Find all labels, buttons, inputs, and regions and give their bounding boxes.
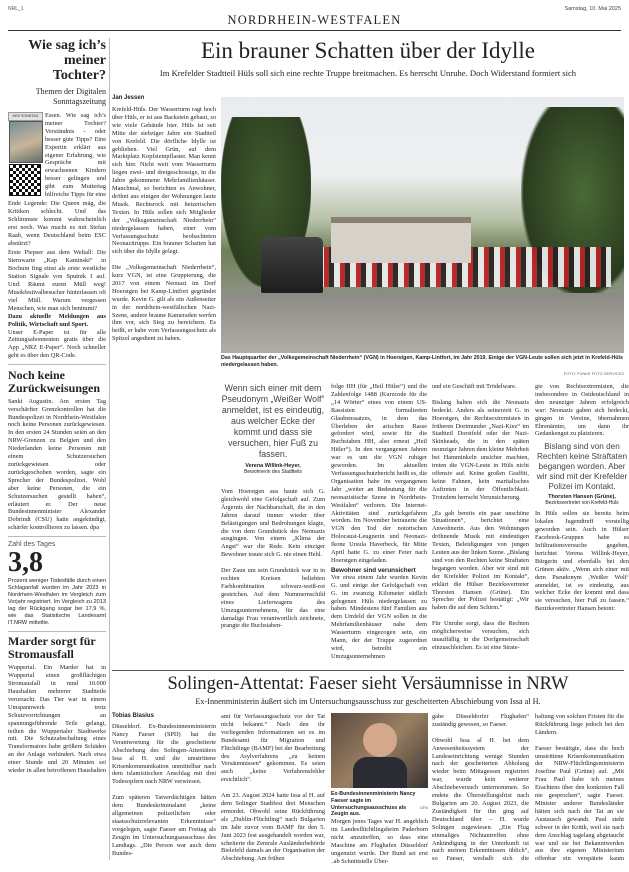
col5-text: gie von Rechtsextremisten, die insbesondere in Ostdeutschland in den neunziger Jahren erfolgreich war: Neonazis gaben sich bedeckt, gingen in Vereine, übernahmen Ehrenämter, um dann ihr Gedankengut zu platzieren. [535,383,629,438]
person-shape [353,757,407,788]
quote-box-1 [221,383,325,483]
promo-logo: NRZ SONNTAG [8,112,43,121]
promo-p3: Erste Piepser aus dem Weltall: Die Sternwarte „Kap Kaminski“ in Bochum fing einst als erste westliche Station Signale von Sputnik I auf. Und: Räumt euren Müll weg! Musikfestivalbesucher hinterlassen oft viel Müll. Warum vergessen Menschen, wie man sich benimmt? [8,249,106,312]
left-column [8,38,106,860]
story-divider [112,670,624,671]
second-col6: haltung von solchen Fristen für die Rückführung liege jedoch bei den Ländern. Faeser bestätigte, dass die hoch umstrittene Krisenkommunikation der NRW-Flüchtlingsministerin Josefine Paul (Grüne) auf. „Mit Frau Paul habe ich meines Erachtens über den konkreten Fall nie gesprochen“, sagte Faeser. Minister anderer Bundesländer hätten sich nach der Tat an sie Austausch gewandt. Paul steht schwer in der Kritik, weil sie nach dem Anschlag tagelang abgetaucht war und sie bei Bekanntwerden aus ihre eigenen Ministerium offenbar ein verspätete kaum [535,713,624,863]
divider [8,631,106,632]
divider [8,536,106,537]
faeser-photo-credit: DPA [420,805,428,810]
column-rule [109,38,110,860]
bottom-side-body: Wuppertal. Ein Marder hat in Wuppertal einen großflächigen Stromausfall in rund 10.000 Haushalten mehrerer Stadtteile verursacht. Das Tier war in einem Umspannwerk trotz Schutzvorrichtungen an spannungsführende Teile gelangt, teilten die Wuppertaler Stadtwerke mit. Die Schutzabschaltung eines Transformators habe größere Schäden an der Anlage verhindert. Nach etwa einer Stunde und 20 Minuten sei wieder in allen betroffenen Haushalten [8,664,106,775]
promo-tablet-image [9,121,43,163]
header-rule [8,30,621,31]
side-story-title: Noch keine Zurückweisungen [8,367,101,395]
main-photo-credit: FOTO: FUNKE FOTO SERVICES [563,371,624,376]
promo-title: Wie sag ich’s meiner Tochter? [28,38,106,83]
second-col1: Düsseldorf. Ex-Bundesinnenministerin Nancy Faeser (SPD) hat die Verantwortung für die gescheiterte Abschiebung des Solingen-Attentäters Issa al H. und die umstrittene Krisenkommunikation unmittelbar nach dem islamistischen Anschlag mit drei Todesopfern nach NRW verwiesen. Zum späteren Tatverdächtigen hätten dem Bundeskriminalamt „keine allgemeinen polizeilichen oder staatsschutzrelevanten Erkenntnisse“ vorgelegen, sagte Faeser am Freitag als Zeugin im Untersuchungsausschuss des Landtags. „Die Person war auch dem Bundes- [112,723,216,857]
qr-code[interactable] [9,164,41,196]
second-subheadline: Ex-Innenministerin äußert sich im Untersuchungsausschuss zur gescheiterten Abschiebung von Issa al H. [195,697,541,706]
main-col3 [331,383,427,666]
promo-body: Essen. Wie sag ich’s meiner Tochter? Verständnis - oder besser gute Tipps? Eine Expertin erklärt aus eigener Erfahrung, wie Gespräche mit erwachsenen Kindern besser gelingen und gibt zum Muttertag hilfreiche Tipps für eine [45,112,106,198]
faeser-photo [331,713,428,788]
main-col1: Krefeld-Hüls. Der Wasserturm ragt hoch über Hüls, er ist aus Backstein gebaut, so wie viele Gebäude hier. Hüls ist seit Mitte der siebziger Jahre ein Stadtteil von Krefeld. Die dörfliche Idylle ist geblieben. Viel Grün, auf dem Marktplatz Kopfsteinpflaster. Man kennt sich hier. Nicht weit vom Wasserturm liegen zwei- und dreigeschossige, in die Jahre gekommene Mehrfamilienhäuser. Manchmal, so berichten es Anwohner, dröhnt aus einigen der Wohnungen laute Musik. Rechtsrock mit hetzerischen Texten. In Hüls sollen sich Mitglieder der „Volksgemeinschaft Niederrhein“ niedergelassen haben, einer vom Verfassungsschutz beobachteten Neonazitruppe. Ein brauner Schatten hat sich über die Idylle gelegt. Die „Volksgemeinschaft Niederrhein“, kurz VGN, ist eine Gruppierung, die 2017 von einem Neonazi im Dorf Hoerstgen bei Kamp-Lintfort gegründet wurde. Kevin G. gilt als ein Außenseiter in der nordrhein-westfälischen Nazi-Szene, andere braune Kameraden werfen ihm vor, sich Sieg zu bereichern. Es heißt, er habe vom Verfassungsschutz als Spitzel angedient zu haben. [112,106,216,343]
van [261,237,323,293]
main-photo-caption: Das Hauptquartier der „Volksgemeinschaft Niederrhein“ (VGN) in Hoerstgen, Kamp-Lintfort, im Jahr 2019. Einige der VGN-Leute sollen sich jetzt in Krefeld-Hüls niedergelassen haben. [221,355,623,368]
col3-subhead: Bewohner sind verunsichert [331,566,416,574]
quote-1-text: Wenn sich einer mit dem Pseudonym „Weißer Wolf“ anmeldet, ist es eindeutig, aus welcher Ecke der kommt und dass sie versuchen, hier Fuß zu fassen. [221,383,325,459]
main-photo [221,97,624,353]
page-date: Samstag, 10. Mai 2025 [564,6,621,12]
promo-p2: Ende Legende: Die Queen mäg, die Kritiken schlecht. Und das Schlimmste kommt wahrscheinlich erst noch. Was macht es mit Stefan Raab, wenn Deutschland beim ESC abstürzt? [8,200,106,247]
page-number: NRL_1 [8,6,24,12]
second-author: Tobias Blasius [112,713,154,719]
second-col5: gabe Düsseldorfer Flughafen“ zuständig gewesen, so Faeser. Obwohl Issa al H. bei dem Anwesenheitssystem der Landeseinrichtung wenige Stunden nach der gescheiterten Abholung wieder beim Mittagessen registriert war, wurde kein weiterer Abschiebeversuch unternommen. So endete die Überstellungsfrist nach Bulgarien am 20. August 2023, die Zuständigkeit für ihn ging auf Deutschland über – H. wurde Solingen zugewiesen. „Ein Flug einmaliges Nichtantreffen ohne Ankündigung in der Unterkunft ist nach meinen Erkenntnissen üblich“, so Faeser, weshalb sich die [432,713,529,863]
promo-p5: Unser E-Paper ist für alle Zeitungsabonnenten gratis über die App „NRZ E-Paper“. Noch schneller geht es über den QR-Code. [8,328,106,360]
divider [8,364,106,365]
main-col4: und ein Geschäft mit Trödelware. Bislang halten sich die Neonazis bedeckt. Anders als seinerzeit G. in Hoerstgen, die Rechtsextremisten in früheren Dortmunder „Nazi-Kiez“ im Stadtteil Dorstfeld oder der Nazi-Skinheads, die in den späten neunziger Jahren dem kleine Mehrheit bei Hamminkeln unsicher machten, treten die VGN-Leute in Hüls nicht offensiv auf. Keine großen Graffiti, keine Fahnen, kein martialisches Auftreten in der Öffentlichkeit. Trotzdem herrscht Verunsicherung. „Es gab bereits ein paar unschöne Situationen“, berichtet eine Anwohnerin. Aus den Wohnungen dröhnende Musik mit eindeutigen Texten, Beleidigungen von jungen Leuten aus der linken Szene. „Bislang sind von den Rechten keine Straftaten begangen worden. Aber wir sind mit der Krefelder Polizei im Kontakt“, erklärt die Hülser Bezirksvertreter Thorsten Hansen (Grüne). Ein Sprecher der Polizei bestätigt: „Wir haben die auf dem Schirm.“ Für Unruhe sorgt, dass die Rechten möglicherweise versuchen, sich unauffällig in die Dorfgemeinschaft einzuschleichen. Es ist eine Strate- [432,383,529,651]
bottom-side-title: Marder sorgt für Stromausfall [8,634,96,662]
second-col2: amt für Verfassungsschutz vor der Tat nicht bekannt.“ Nach den ihr vorliegenden Informationen sei es im Bundesamt für Migration und Flüchtlinge (BAMF) bei der Bearbeitung des Asylverfahrens „zu keinen Versäumnissen“ gekommen. Es seien auch „keine Verfahrensfehler ersichtlich“. Am 23. August 2024 hatte Issa al H. auf dem Solinger Stadtfest drei Menschen ermordet. Obwohl seine Rückführung als „Dublin-Flüchtling“ nach Bulgarien im Jahr zuvor vom BAMF für den 5. Juni 2023 fest ausgehandelt worden war, scheiterte die Zentrale Ausländerbehörde Bielefeld damals an der Organisation der Abschiebung. Am frühen [221,713,325,863]
zahl-value: 3,8 [8,546,43,578]
promo-subtitle: Themen der Digitalen Sonntagszeitung [35,87,106,106]
side-story-body: Sankt Augustin. Am ersten Tag verschärfter Grenzkontrollen hat die Bundespolizei in Nordrhein-Westfalen noch keine Personen zurückgewiesen. In den ersten 24 Stunden seien an den NRW-Grenzen zu Belgien und den Niederlanden keine Personen mit einem Schutzersuchen zurückgewiesen oder zurückgeschoben worden, sagte ein Sprecher der Bundespolizei. Wohl aber keine Personen, die ein Schutzersuchen gestellt haben“, erläutert er. Der neue Bundesinnenminister Alexander Dobrindt (CSU) hatte angekündigt, schärfer kontrollieren zu lassen. dpa [8,397,106,532]
second-col4: Morgen jenes Tages war H. angeblich im Landesflüchtlingsheim Paderborn nicht anzutreffen, so dass eine Maschine am Flughafen Düsseldorf ungenutzt wurde. Der Bund sei erst „ab Schnittstelle Über- [331,818,428,863]
building [331,217,471,263]
col3-text: folge HH (für „Heil Hitler“) und die Zahlenfolge 1488 (Kurzcode für die „14 Wörter“ eines von einem US-Rassisten formulierten Glaubenssatzes, in dem das Überleben der arischen Rasse gefordert wird, sowie für die Buchstaben HH, also erneut „Heil Hitler“). In den vergangenen Jahren war es um die VGN ruhiger geworden. Im aktuellen Verfassungsschutzbericht heißt es, die Organisation habe im vergangenen Jahr „weiter an Bedeutung für die neonazistische Szene in Nordrhein-Westfalen“ verloren. Die Internet-Aktivitäten sind zurückgefahren worden. Im November betrauerte die VGN den Tod der notorischen Holocaust-Leugnerin und Neonazi-Ikone Ursula Haverbeck, für Mitte April hatte G. zu einer Feier nach Hoerstgen eingeladen. [331,383,427,564]
col5-text-b: In Hüls sollen sie bereits beim lokalen Jugendtreff vorstellig geworden sein. Auch in Hülser Facebook-Gruppen habe es Infiltrationsversuche gegeben, berichtet Verena Willink-Heyer, Bürgerin und ebenfalls bei den Grünen aktiv. „Wenn sich einer mit dem Pseudonym ‚Weißer Wolf‘ anmeldet, ist es eindeutig, aus welcher Ecke der kommt und dass sie versuchen, hier Fuß zu fassen.“ Bezirksvertreter Hansen betont: [535,510,629,613]
main-col2: Vom Hoerstgen aus baute sich G. gleichwohl eine Gefolgschaft auf. Zum Ärgernis der Nachbarschaft, die in den Jahren darauf immer wieder über Belästigungen und Bedrohungen klagte, die von dem Grundstück des Neonazis ausgingen. Von einem „Klima der Angst“ war die Rede. Kein einziger Bewohner traute sich G. nie einen Hehl. Der Zaun um sein Grundstück war in in rechten Kreisen beliebten Farbkombination schwarz-weiß-rot gestrichen. Auf dem Nummernschild eines Lieferwagens des Umzugsunternehmens, für das eine damalige Frau verantwortlich zeichnete, prangte die Buchstaben- [221,488,325,630]
zahl-body: Prozent weniger Todesfälle durch einen Schlaganfall wurden im Jahr 2023 in Nordrhein-Westfalen im Vergleich zum Vorjahr registriert. Im Vergleich zu 2013 lag der Rückgang sogar bei 17,9 %, wie das Statistische Landesamt IT.NRW mitteilte. [8,577,106,626]
col3-text-b: Vor etwa einem Jahr wurden Kevin G. und einige der Gefolgschaft von G. im zwanzig Kilometer südlich gelegenen Hüls niedergelassen zu haben. Mindestens fünf Familien aus dem Umfeld der VGN sollen in die Mehrfamilienhäuser nahe dem Wasserturm eingezogen sein, ein Mann, der der Truppe zugeordnet wird, betreibt ein Umzugsunternehmen [331,573,427,660]
quote-box-2 [535,442,629,506]
quote-2-role: Bezirksvertreter von Krefeld-Hüls [545,500,619,507]
main-col5 [535,383,629,666]
quote-1-name: Verena Willink-Heyer, [245,463,301,469]
quote-2-name: Thorsten Hansen (Grüne), [548,494,616,501]
person-shape [363,723,397,757]
zahl-label: Zahl des Tages [8,540,56,548]
main-subheadline: Im Krefelder Stadtteil Hüls soll sich eine rechte Truppe breitmachen. Es herrscht Unruhe. Doch Widerstand formiert sich [159,68,577,78]
main-author: Jan Jessen [112,95,145,101]
promo-p4: Dazu aktuelle Meldungen aus Politik, Wirtschaft und Sport. [8,312,106,328]
section-title: NORDRHEIN-WESTFALEN [227,13,402,27]
second-headline: Solingen-Attentat: Faeser sieht Versäumnisse in NRW [167,674,569,694]
quote-1-role: Bewohnerin des Stadtteils [244,469,302,475]
faeser-photo-caption: Ex-Bundesinnenministerin Nancy Faeser sagte im Untersuchungsausschuss als Zeugin aus. [331,791,416,818]
main-headline: Ein brauner Schatten über der Idylle [200,38,535,63]
pavement [221,293,624,353]
quote-2-text: Bislang sind von den Rechten keine Straftaten begangen worden. Aber wir sind mit der Krefelder Polizei im Kontakt. [536,442,628,492]
